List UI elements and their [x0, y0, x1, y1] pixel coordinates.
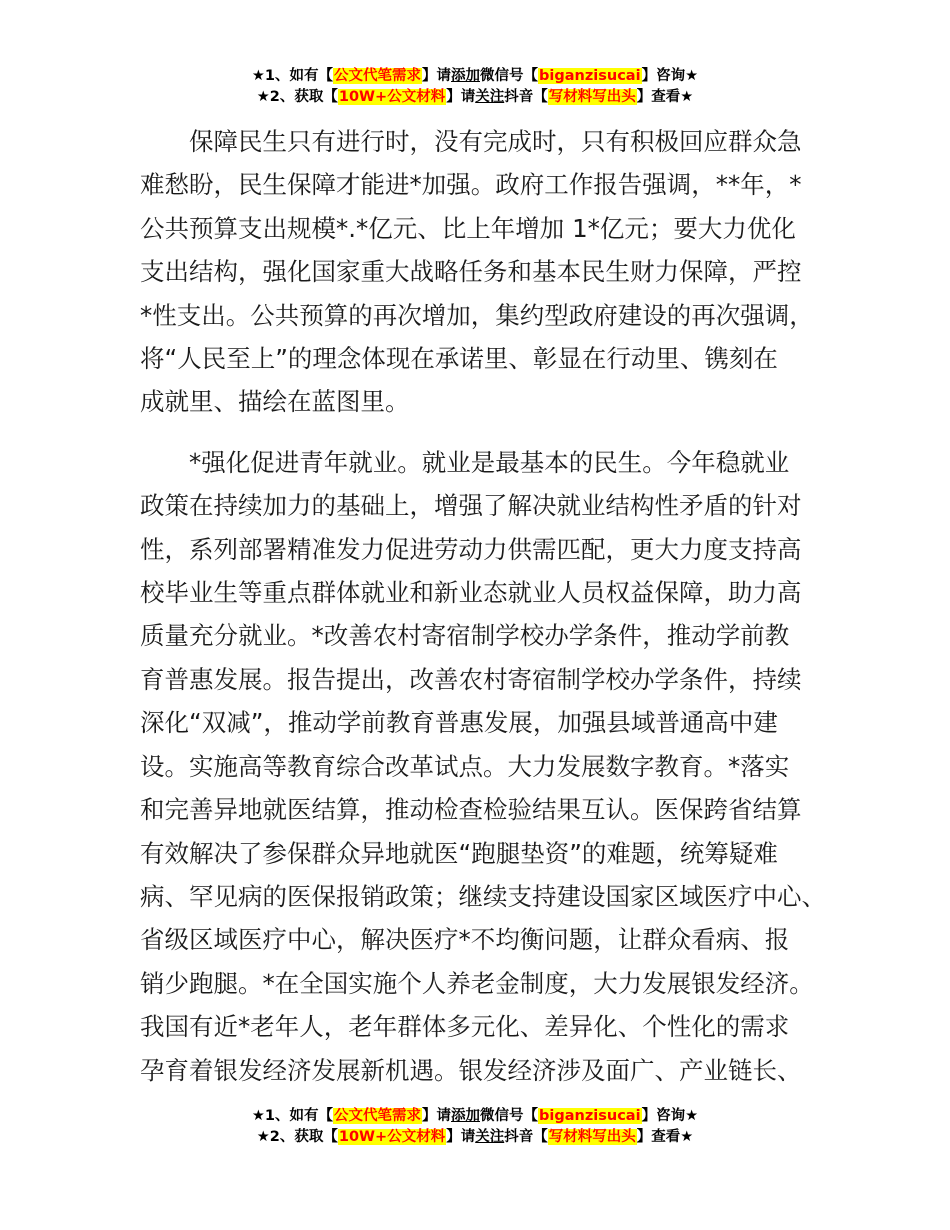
text-line: 将“人民至上”的理念体现在承诺里、彰显在行动里、镌刻在: [140, 344, 778, 374]
highlight-douyin-account: 写材料写出头: [548, 89, 636, 105]
paragraph-1: [140, 120, 816, 424]
highlight-douyin-account: 写材料写出头: [548, 1129, 636, 1145]
banner-text: 】咨询★: [641, 1108, 699, 1124]
banner-text: 】咨询★: [641, 68, 699, 84]
banner-emphasis: 添加: [451, 68, 481, 84]
text-line: 和完善异地就医结算，推动检查检验结果互认。医保跨省结算: [140, 795, 802, 825]
banner-text: 抖音【: [504, 1129, 548, 1145]
header-banner: [0, 66, 950, 108]
text-line: 性，系列部署精准发力促进劳动力供需匹配，更大力度支持高: [140, 534, 802, 564]
banner-line-1: [0, 66, 950, 87]
paragraph-2: [140, 441, 826, 1092]
text-line: 校毕业生等重点群体就业和新业态就业人员权益保障，助力高: [140, 578, 802, 608]
text-line: 省级区域医疗中心，解决医疗*不均衡问题，让群众看病、报: [140, 925, 790, 955]
banner-text: ★1、如有【: [251, 68, 334, 84]
highlight-materials: 10W+公文材料: [338, 1129, 446, 1145]
banner-text: 】查看★: [636, 1129, 694, 1145]
banner-text: 抖音【: [504, 89, 548, 105]
banner-text: 微信号【: [480, 1108, 539, 1124]
text-line: 孕育着银发经济发展新机遇。银发经济涉及面广、产业链长、: [140, 1055, 802, 1085]
text-line: 销少跑腿。*在全国实施个人养老金制度，大力发展银发经济。: [140, 968, 814, 998]
footer-banner: [0, 1106, 950, 1148]
text-line: 我国有近*老年人，老年群体多元化、差异化、个性化的需求: [140, 1012, 790, 1042]
banner-emphasis: 关注: [475, 89, 505, 105]
text-line: 育普惠发展。报告提出，改善农村寄宿制学校办学条件，持续: [140, 664, 802, 694]
text-line: 保障民生只有进行时，没有完成时，只有积极回应群众急: [189, 127, 802, 156]
banner-text: ★2、获取【: [256, 89, 338, 105]
text-line: 质量充分就业。*改善农村寄宿制学校办学条件，推动学前教: [140, 621, 790, 651]
text-line: *性支出。公共预算的再次增加，集约型政府建设的再次强调，: [140, 300, 814, 330]
banner-line-2: [0, 1127, 950, 1148]
highlight-wechat-id: biganzisucai: [539, 1108, 641, 1124]
banner-text: 】请: [422, 68, 452, 84]
banner-text: ★2、获取【: [256, 1129, 338, 1145]
banner-emphasis: 添加: [451, 1108, 481, 1124]
banner-text: 】请: [422, 1108, 452, 1124]
banner-line-2: [0, 87, 950, 108]
banner-emphasis: 关注: [475, 1129, 505, 1145]
text-line: 政策在持续加力的基础上，增强了解决就业结构性矛盾的针对: [140, 491, 802, 521]
text-line: *强化促进青年就业。就业是最基本的民生。今年稳就业: [189, 447, 790, 477]
banner-text: 】请: [446, 1129, 476, 1145]
document-body: [140, 120, 826, 1092]
banner-text: 】查看★: [636, 89, 694, 105]
text-line: 有效解决了参保群众异地就医“跑腿垫资”的难题，统筹疑难: [140, 838, 778, 868]
text-line: 病、罕见病的医保报销政策；继续支持建设国家区域医疗中心、: [140, 881, 826, 911]
banner-text: ★1、如有【: [251, 1108, 334, 1124]
banner-text: 】请: [446, 89, 476, 105]
highlight-materials: 10W+公文材料: [338, 89, 446, 105]
text-line: 难愁盼，民生保障才能进*加强。政府工作报告强调，**年，*: [140, 170, 802, 200]
text-line: 支出结构，强化国家重大战略任务和基本民生财力保障，严控: [140, 257, 802, 287]
text-line: 设。实施高等教育综合改革试点。大力发展数字教育。*落实: [140, 751, 790, 781]
highlight-service: 公文代笔需求: [334, 68, 422, 84]
banner-line-1: [0, 1106, 950, 1127]
banner-text: 微信号【: [480, 68, 539, 84]
text-line: 深化“双减”，推动学前教育普惠发展，加强县域普通高中建: [140, 708, 778, 738]
text-line: 成就里、描绘在蓝图里。: [140, 387, 410, 417]
highlight-service: 公文代笔需求: [334, 1108, 422, 1124]
text-line: 公共预算支出规模*.*亿元、比上年增加 1*亿元；要大力优化: [140, 213, 796, 243]
highlight-wechat-id: biganzisucai: [539, 68, 641, 84]
